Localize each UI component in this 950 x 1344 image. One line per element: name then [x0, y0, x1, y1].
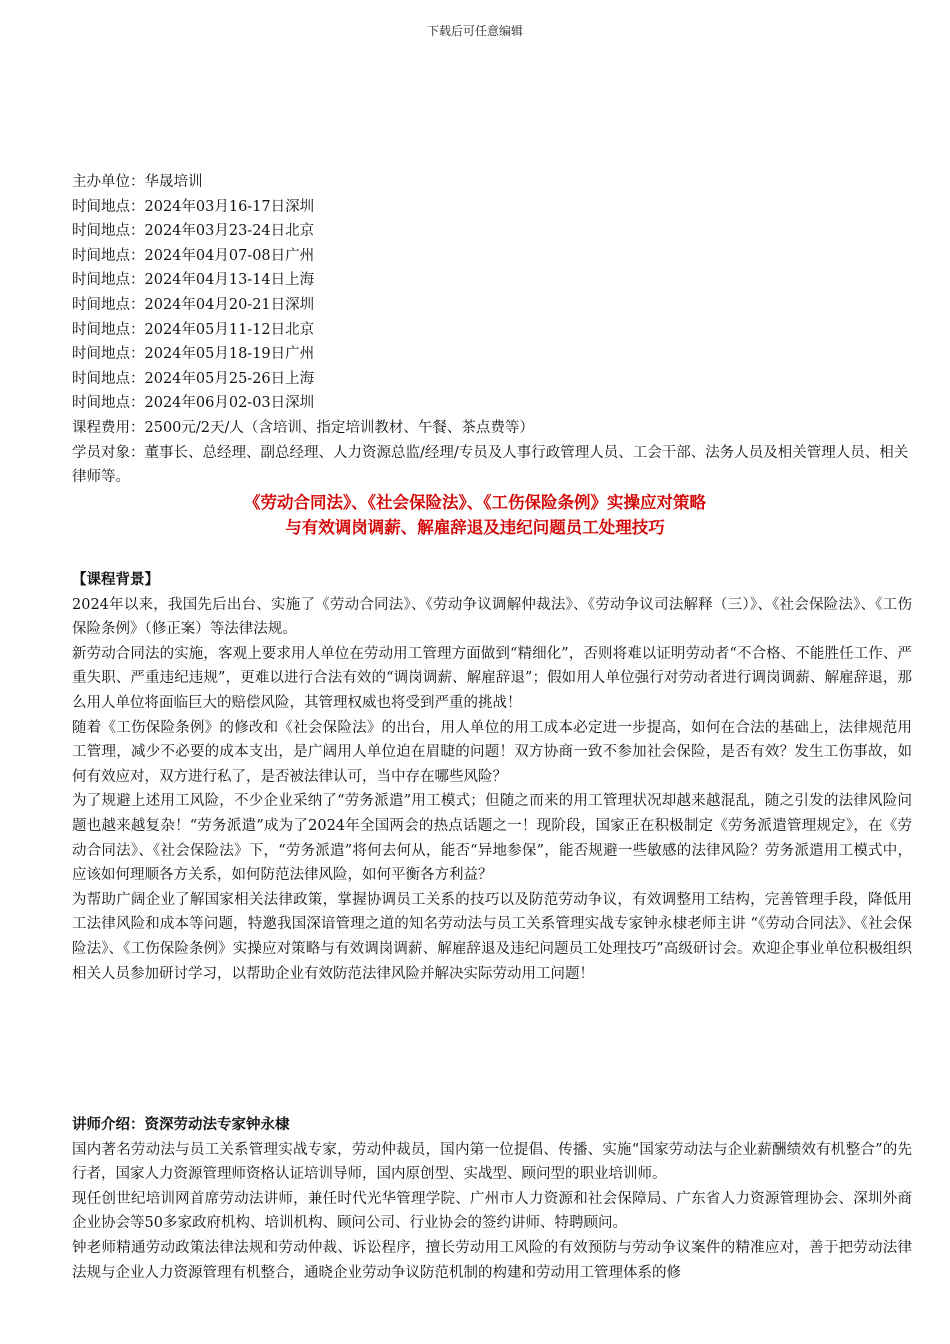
course-title-line-1: 《劳动合同法》、《社会保险法》、《工伤保险条例》实操应对策略: [244, 493, 706, 512]
lecturer-section: [72, 1113, 912, 1285]
paragraph: 钟老师精通劳动政策法律法规和劳动仲裁、诉讼程序，擅长劳动用工风险的有效预防与劳动争议案件的精准应对，善于把劳动法律法规与企业人力资源管理有机整合，通晓企业劳动争议防范机制的构建和劳动用工管理体系的修: [72, 1239, 912, 1281]
event-info: [72, 170, 912, 490]
paragraph: 为了规避上述用工风险，不少企业采纳了“劳务派遣”用工模式；但随之而来的用工管理状况却越来越混乱，随之引发的法律风险问题也越来越复杂！“劳务派遣”成为了2024年全国两会的热点话题之一！现阶段，国家正在积极制定《劳务派遣管理规定》，在《劳动合同法》、《社会保险法》下，“劳务派遣”将何去何从，能否“异地参保”，能否规避一些敏感的法律风险？劳务派遣用工模式中，应该如何理顺各方关系，如何防范法律风险，如何平衡各方利益？: [72, 793, 912, 884]
section-heading: 讲师介绍：资深劳动法专家钟永棣: [72, 1117, 290, 1133]
header-note: 下载后可任意编辑: [426, 24, 523, 38]
schedule-line: 时间地点：2024年05月18-19日广州: [72, 346, 315, 363]
paragraph: 新劳动合同法的实施，客观上要求用人单位在劳动用工管理方面做到“精细化”，否则将难以证明劳动者“不合格、不能胜任工作、严重失职、严重违纪违规”，更难以进行合法有效的“调岗调薪、解雇辞退”；假如用人单位强行对劳动者进行调岗调薪、解雇辞退，那么用人单位将面临巨大的赔偿风险，其管理权威也将受到严重的挑战！: [72, 645, 912, 711]
paragraph: 2024年以来，我国先后出台、实施了《劳动合同法》、《劳动争议调解仲裁法》、《劳动争议司法解释（三）》、《社会保险法》、《工伤保险条例》（修正案）等法律法规。: [72, 596, 912, 638]
course-background-section: [72, 568, 912, 986]
paragraph: 为帮助广阔企业了解国家相关法律政策，掌握协调员工关系的技巧以及防范劳动争议，有效调整用工结构，完善管理手段，降低用工法律风险和成本等问题，特邀我国深谙管理之道的知名劳动法与员工关系管理实战专家钟永棣老师主讲 “《劳动合同法》、《社会保险法》、《工伤保险条例》实操应对策略与有效调岗调薪、解雇辞退及违纪问题员工处理技巧”高级研讨会。欢迎企事业单位积极组织相关人员参加研讨学习，以帮助企业有效防范法律风险并解决实际劳动用工问题！: [72, 891, 912, 982]
organizer-line: 主办单位：华晟培训: [72, 174, 203, 190]
schedule-line: 时间地点：2024年05月11-12日北京: [72, 321, 315, 338]
course-title: [72, 490, 878, 540]
schedule-line: 时间地点：2024年03月16-17日深圳: [72, 198, 315, 215]
schedule-line: 时间地点：2024年04月20-21日深圳: [72, 296, 315, 313]
schedule-line: 时间地点：2024年04月13-14日上海: [72, 272, 315, 289]
paragraph: 国内著名劳动法与员工关系管理实战专家，劳动仲裁员，国内第一位提倡、传播、实施“国家劳动法与企业薪酬绩效有机整合”的先行者，国家人力资源管理师资格认证培训导师，国内原创型、实战型、顾问型的职业培训师。: [72, 1141, 912, 1183]
paragraph: 随着《工伤保险条例》的修改和《社会保险法》的出台，用人单位的用工成本必定进一步提高，如何在合法的基础上，法律规范用工管理，减少不必要的成本支出，是广阔用人单位迫在眉睫的问题！双方协商一致不参加社会保险，是否有效？发生工伤事故，如何有效应对，双方进行私了，是否被法律认可，当中存在哪些风险？: [72, 719, 912, 785]
schedule-line: 时间地点：2024年03月23-24日北京: [72, 223, 315, 240]
schedule-line: 时间地点：2024年05月25-26日上海: [72, 370, 315, 387]
section-heading: 【课程背景】: [72, 572, 159, 588]
schedule-line: 时间地点：2024年04月07-08日广州: [72, 247, 315, 264]
paragraph: 现任创世纪培训网首席劳动法讲师，兼任时代光华管理学院、广州市人力资源和社会保障局、广东省人力资源管理协会、深圳外商企业协会等50多家政府机构、培训机构、顾问公司、行业协会的签约讲师、特聘顾问。: [72, 1190, 912, 1232]
fee-line: 课程费用：2500元/2天/人（含培训、指定培训教材、午餐、茶点费等）: [72, 419, 534, 436]
course-title-line-2: 与有效调岗调薪、解雇辞退及违纪问题员工处理技巧: [285, 518, 665, 537]
audience-line: 学员对象：董事长、总经理、副总经理、人力资源总监/经理/专员及人事行政管理人员、工会干部、法务人员及相关管理人员、相关律师等。: [72, 444, 909, 486]
schedule-line: 时间地点：2024年06月02-03日深圳: [72, 395, 315, 412]
